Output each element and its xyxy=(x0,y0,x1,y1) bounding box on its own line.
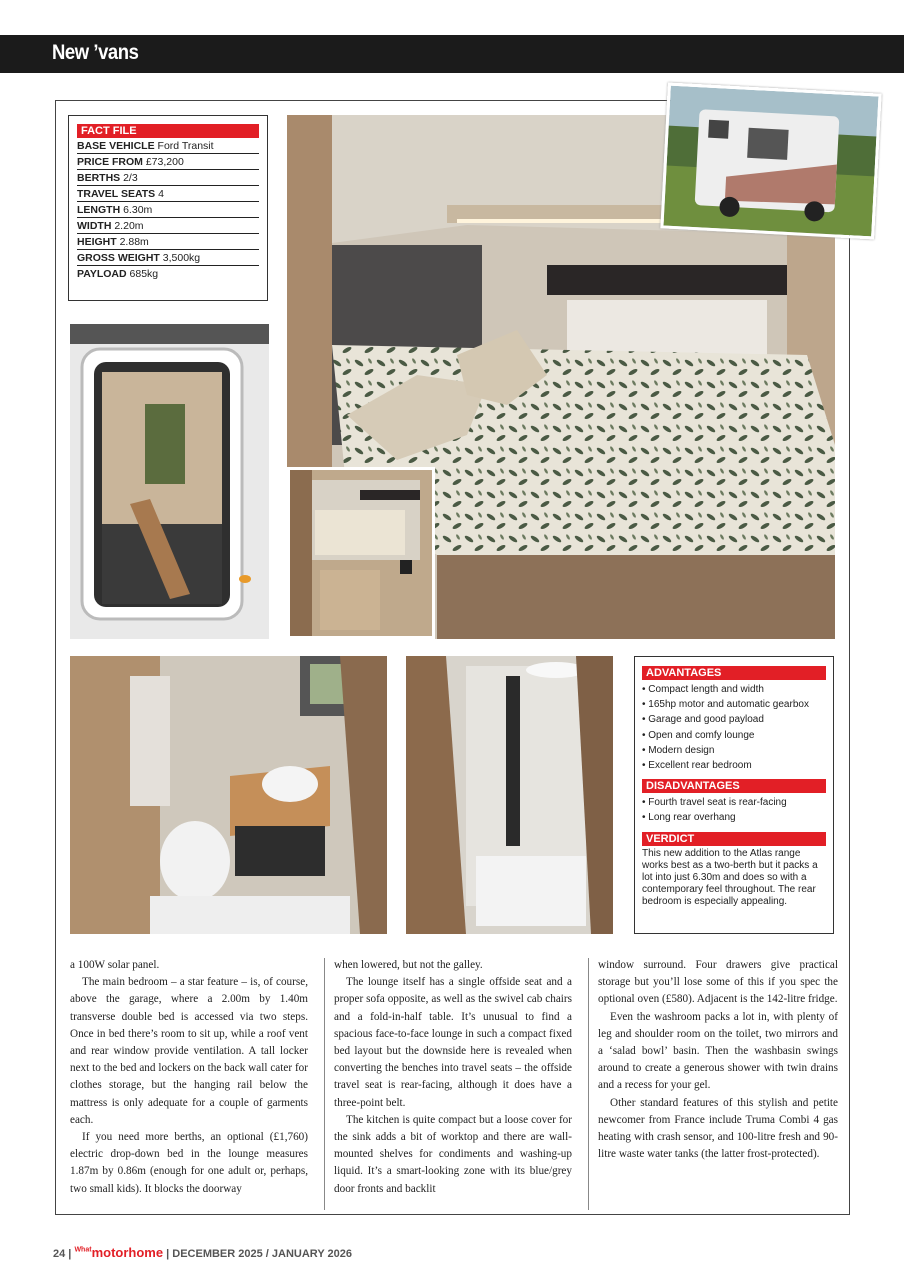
article-paragraph: The main bedroom – a star feature – is, of course, above the garage, where a 2.00m by 1.40m transverse double bed is accessed via two steps. Once in bed there’s room to sit up, while a roof vent and rear window provide ventilation. A tall locker next to the bed and lockers on the back wall cater for clothes storage, but the hanging rail below the mattress is only adequate for a couple of garments each. xyxy=(70,976,308,1126)
fact-value: 3,500kg xyxy=(162,252,201,264)
fact-value: 2.20m xyxy=(114,220,144,232)
article-column-2 xyxy=(334,957,572,1198)
fact-value: Ford Transit xyxy=(157,140,214,152)
fact-row xyxy=(77,154,259,170)
column-divider xyxy=(588,958,589,1210)
fact-label: LENGTH xyxy=(77,204,121,216)
verdict-panel xyxy=(634,656,834,934)
photo-washroom xyxy=(70,656,387,934)
article-paragraph: Even the washroom packs a lot in, with plenty of leg and shoulder room on the toilet, two mirrors and a ‘salad bowl’ basin. Then the washbasin swings around to create a generous shower with twin drains and a recess for your gel. xyxy=(598,1010,838,1092)
fact-label: PRICE FROM xyxy=(77,156,143,168)
fact-label: TRAVEL SEATS xyxy=(77,188,156,200)
fact-label: GROSS WEIGHT xyxy=(77,252,160,264)
fact-row xyxy=(77,186,259,202)
column-divider xyxy=(324,958,325,1210)
section-title: New ’vans xyxy=(52,41,139,64)
article-paragraph: a 100W solar panel. xyxy=(70,959,160,971)
photo-garage xyxy=(70,324,269,639)
fact-value: 2/3 xyxy=(123,172,138,184)
advantages-list xyxy=(642,682,826,773)
advantage-item: • Garage and good payload xyxy=(642,712,826,727)
photo-exterior xyxy=(660,83,881,240)
advantages-title: ADVANTAGES xyxy=(642,666,826,680)
photo-bedroom-steps xyxy=(287,467,435,639)
page-footer: 24 | $^{What}$motorhome | DECEMBER 2025 / JANUARY 2026 xyxy=(53,1245,353,1260)
photo-shower xyxy=(406,656,613,934)
article-column-3 xyxy=(598,957,838,1163)
fact-value: £73,200 xyxy=(145,156,184,168)
advantage-item: • Excellent rear bedroom xyxy=(642,758,826,773)
article-paragraph: Other standard features of this stylish and petite newcomer from France include Truma Combi 4 gas heating with crash sensor, and 100-litre fresh and 90-litre waste water tanks (the latter frost-protected). xyxy=(598,1096,838,1161)
disadvantage-item: • Long rear overhang xyxy=(642,810,826,825)
logo-text: motorhome xyxy=(91,1245,164,1260)
logo-small-text: What xyxy=(74,1246,92,1254)
fact-label: BERTHS xyxy=(77,172,121,184)
verdict-title: VERDICT xyxy=(642,832,826,846)
disadvantages-title: DISADVANTAGES xyxy=(642,779,826,793)
advantage-item: • Open and comfy lounge xyxy=(642,728,826,743)
fact-row xyxy=(77,234,259,250)
fact-label: HEIGHT xyxy=(77,236,117,248)
fact-value: 6.30m xyxy=(123,204,153,216)
article-column-1 xyxy=(70,957,308,1198)
fact-file-box xyxy=(68,115,268,301)
fact-row xyxy=(77,202,259,218)
fact-row xyxy=(77,266,259,281)
section-header-bar xyxy=(0,35,904,73)
article-paragraph: window surround. Four drawers give practical storage but you’ll lose some of this if you spec the optional oven (£580). Adjacent is the 142-litre fridge. xyxy=(598,959,838,1006)
fact-file-rows xyxy=(77,138,259,281)
issue-date: DECEMBER 2025 / JANUARY 2026 xyxy=(172,1248,353,1260)
article-paragraph: when lowered, but not the galley. xyxy=(334,959,483,971)
fact-label: BASE VEHICLE xyxy=(77,140,155,152)
fact-file-title: FACT FILE xyxy=(77,124,259,138)
article-paragraph: The lounge itself has a single offside seat and a proper sofa opposite, as well as the swivel cab chairs and a fold-in-half table. It’s unusual to find a spacious face-to-face lounge in such a compact fixed bed layout but the downside here is revealed when converting the benches into travel seats – the offside travel seat is rear-facing, although it does have a three-point belt. xyxy=(334,976,572,1109)
fact-row xyxy=(77,170,259,186)
advantage-item: • Compact length and width xyxy=(642,682,826,697)
article-paragraph: The kitchen is quite compact but a loose cover for the sink adds a bit of worktop and there are wall-mounted shelves for condiments and washing-up liquid. It’s a smart-looking zone with its blue/grey door fronts and backlit xyxy=(334,1113,572,1195)
verdict-text: This new addition to the Atlas range works best as a two-berth but it packs a lot into just 6.30m and does so with a contemporary feel throughout. The rear bedroom is especially appealing. xyxy=(642,847,818,907)
fact-label: WIDTH xyxy=(77,220,112,232)
page-number: 24 xyxy=(53,1248,66,1260)
article-paragraph: If you need more berths, an optional (£1,760) electric drop-down bed in the lounge measures 1.87m by 0.86m (enough for one adult or, perhaps, two small kids). It blocks the doorway xyxy=(70,1131,308,1195)
disadvantages-list xyxy=(642,795,826,825)
fact-label: PAYLOAD xyxy=(77,268,127,280)
disadvantage-item: • Fourth travel seat is rear-facing xyxy=(642,795,826,810)
fact-value: 685kg xyxy=(129,268,159,280)
fact-row xyxy=(77,218,259,234)
advantage-item: • Modern design xyxy=(642,743,826,758)
fact-value: 4 xyxy=(158,188,164,200)
fact-row xyxy=(77,138,259,154)
advantage-item: • 165hp motor and automatic gearbox xyxy=(642,697,826,712)
magazine-logo xyxy=(74,1245,163,1260)
fact-row xyxy=(77,250,259,266)
fact-value: 2.88m xyxy=(119,236,149,248)
